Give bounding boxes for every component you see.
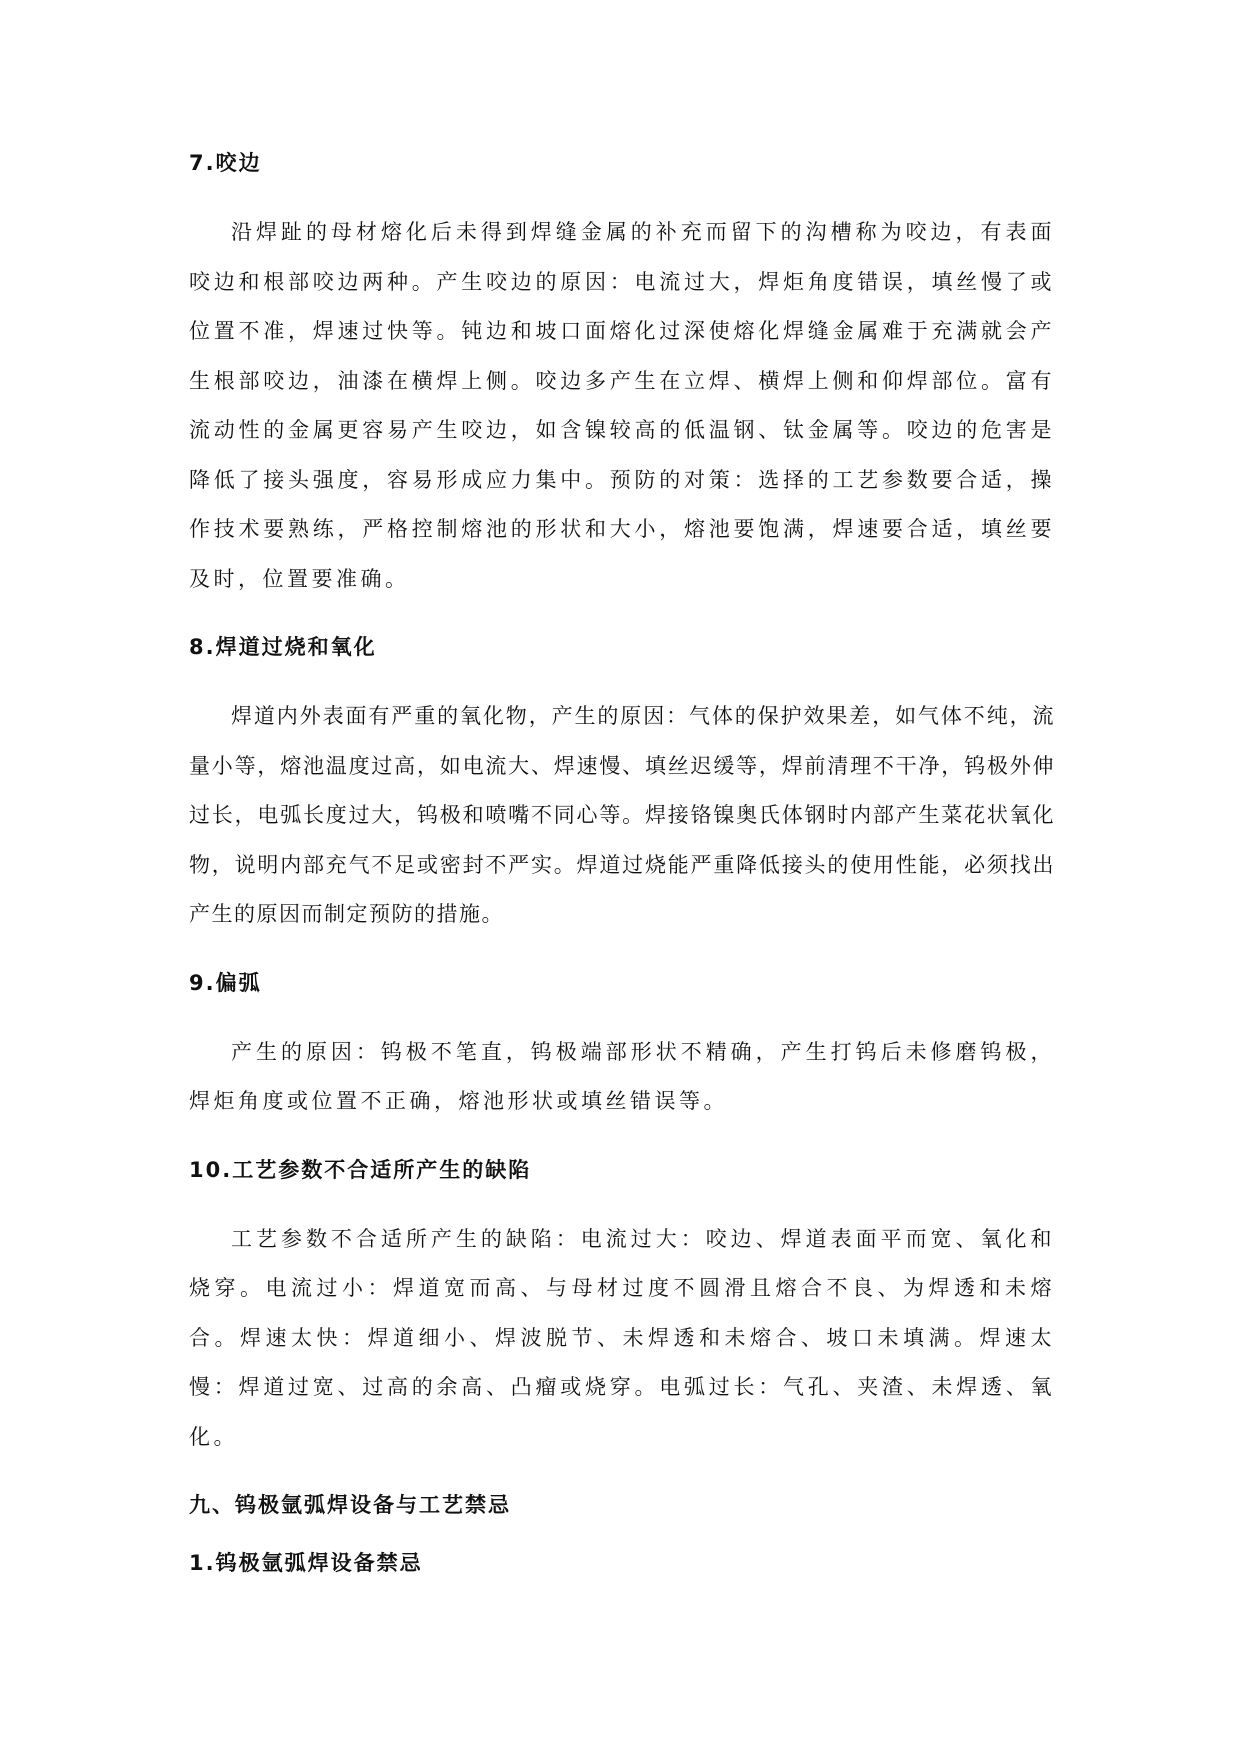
section-paragraph-undercut: 沿焊趾的母材熔化后未得到焊缝金属的补充而留下的沟槽称为咬边，有表面咬边和根部咬边两种。产生咬边的原因：电流过大，焊炬角度错误，填丝慢了或位置不准，焊速过快等。钝边和坡口面熔化过深使熔化焊缝金属难于充满就会产生根部咬边，油漆在横焊上侧。咬边多产生在立焊、横焊上侧和仰焊部位。富有流动性的金属更容易产生咬边，如含镍较高的低温钢、钛金属等。咬边的危害是降低了接头强度，容易形成应力集中。预防的对策：选择的工艺参数要合适，操作技术要熟练，严格控制熔池的形状和大小，熔池要饱满，焊速要合适，填丝要及时，位置要准确。 [189, 220, 1055, 591]
section-paragraph-parameter-defects: 工艺参数不合适所产生的缺陷：电流过大：咬边、焊道表面平而宽、氧化和烧穿。电流过小：焊道宽而高、与母材过度不圆滑且熔合不良、为焊透和未熔合。焊速太快：焊道细小、焊波脱节、未焊透和未熔合、坡口未填满。焊速太慢：焊道过宽、过高的余高、凸瘤或烧穿。电弧过长：气孔、夹渣、未焊透、氧化。 [189, 1226, 1055, 1449]
section-heading-overburn-oxidation: 8.焊道过烧和氧化 [189, 635, 377, 659]
chapter-heading: 九、钨极氩弧焊设备与工艺禁忌 [189, 1493, 511, 1517]
sub-heading: 1.钨极氩弧焊设备禁忌 [189, 1551, 423, 1575]
section-paragraph-overburn-oxidation: 焊道内外表面有严重的氧化物，产生的原因：气体的保护效果差，如气体不纯，流量小等，熔池温度过高，如电流大、焊速慢、填丝迟缓等，焊前清理不干净，钨极外伸过长，电弧长度过大，钨极和喷嘴不同心等。焊接铬镍奥氏体钢时内部产生菜花状氧化物，说明内部充气不足或密封不严实。焊道过烧能严重降低接头的使用性能，必须找出产生的原因而制定预防的措施。 [189, 704, 1055, 926]
section-heading-undercut: 7.咬边 [189, 151, 262, 175]
document-page [189, 148, 1055, 1578]
section-heading-parameter-defects: 10.工艺参数不合适所产生的缺陷 [189, 1157, 532, 1182]
section-paragraph-arc-deflection: 产生的原因：钨极不笔直，钨极端部形状不精确，产生打钨后未修磨钨极，焊炬角度或位置不正确，熔池形状或填丝错误等。 [189, 1039, 1055, 1113]
section-heading-arc-deflection: 9.偏弧 [189, 970, 262, 995]
